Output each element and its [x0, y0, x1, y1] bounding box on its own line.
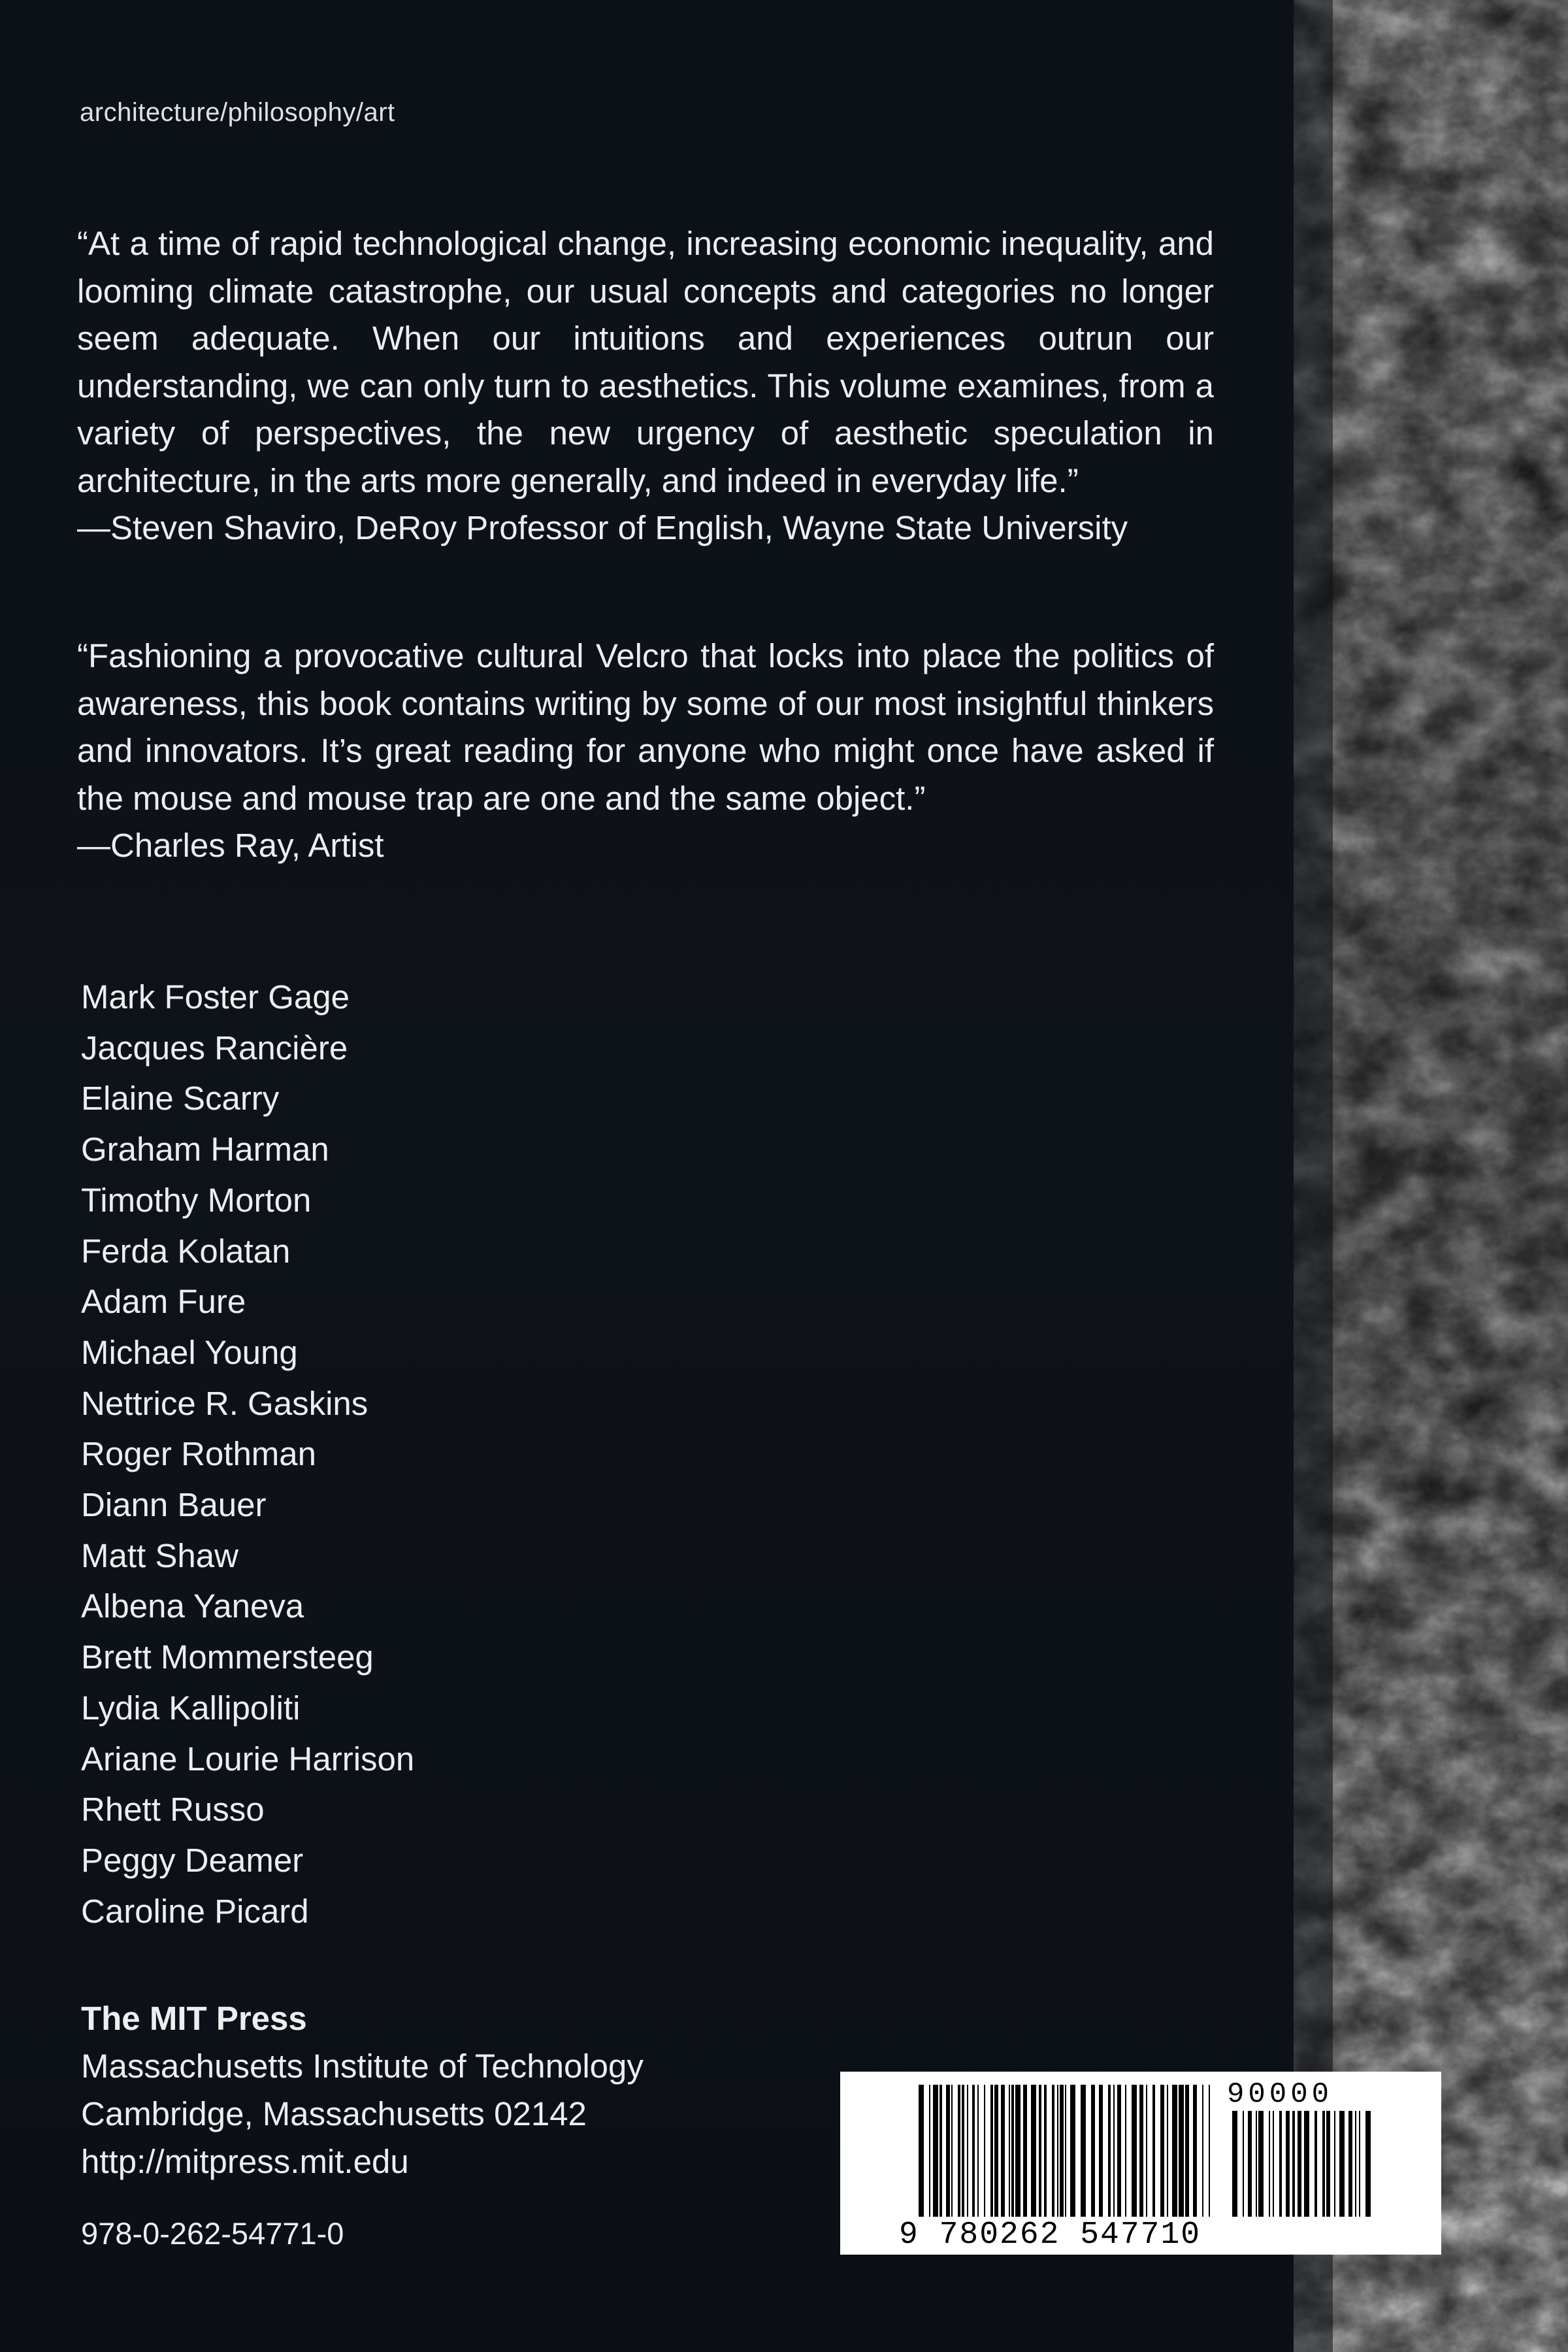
isbn-number: 978-0-262-54771-0 [81, 2216, 344, 2251]
barcode-bar [1160, 2085, 1164, 2217]
barcode-digits: 9 780262 547710 [899, 2217, 1201, 2253]
barcode-bar [1001, 2085, 1005, 2217]
publisher-institution: Massachusetts Institute of Technology [81, 2047, 644, 2085]
contributor-name: Albena Yaneva [81, 1587, 304, 1625]
barcode-bar [1365, 2111, 1371, 2217]
barcode-bar [1081, 2085, 1086, 2217]
publisher-url: http://mitpress.mit.edu [81, 2143, 409, 2180]
barcode-bar [1060, 2085, 1064, 2217]
category-label: architecture/philosophy/art [80, 98, 395, 127]
barcode-bar [994, 2085, 998, 2217]
barcode-bar [1243, 2111, 1244, 2217]
barcode-bar [1279, 2111, 1282, 2217]
publisher-address: Cambridge, Massachusetts 02142 [81, 2095, 587, 2132]
endorsement-quote-1 [77, 220, 1214, 552]
contributor-name: Diann Bauer [81, 1486, 267, 1524]
barcode-bar [1179, 2085, 1184, 2217]
barcode-main-bars [919, 2085, 1210, 2217]
contributor-name: Lydia Kallipoliti [81, 1689, 301, 1727]
barcode-bar [1326, 2111, 1330, 2217]
barcode-bar [1015, 2085, 1021, 2217]
contributor-name: Rhett Russo [81, 1791, 265, 1829]
barcode-bar [1117, 2085, 1121, 2217]
barcode-bar [1011, 2085, 1014, 2217]
contributors-list [81, 972, 414, 1936]
barcode-bar [972, 2085, 975, 2217]
barcode-bar [1232, 2111, 1237, 2217]
barcode-bar [1113, 2085, 1115, 2217]
contributor-name: Ariane Lourie Harrison [81, 1740, 415, 1778]
barcode-bar [1009, 2085, 1010, 2217]
barcode-bar [946, 2085, 950, 2217]
barcode-bar [1108, 2085, 1111, 2217]
barcode-bar [977, 2085, 979, 2217]
contributor-name: Jacques Rancière [81, 1029, 348, 1067]
barcode-bar [967, 2085, 968, 2217]
barcode-bar [919, 2085, 924, 2217]
quote-text: “At a time of rapid technological change, increasing economic inequality, and looming climate catastrophe, our usual concepts and categories no longer seem adequate. When our intuitions and experiences outrun our understanding, we can only turn to aesthetics. This volume examines, from a variety of perspectives, the new urgency of aesthetic speculation in architecture, in the arts more generally, and indeed in everyday life.” [77, 225, 1214, 499]
contributor-name: Adam Fure [81, 1283, 246, 1321]
barcode-bar [1304, 2111, 1309, 2217]
cover-photo-smoke-clouds [1294, 0, 1568, 2352]
contributor-name: Ferda Kolatan [81, 1232, 291, 1270]
barcode-bar [1185, 2085, 1189, 2217]
endorsement-quote-2 [77, 633, 1214, 870]
contributor-name: Elaine Scarry [81, 1080, 280, 1118]
publisher-block [81, 1995, 644, 2185]
barcode-bar [1152, 2085, 1155, 2217]
barcode-bar [1099, 2085, 1103, 2217]
barcode-bar [1172, 2085, 1177, 2217]
contributor-name: Timothy Morton [81, 1181, 312, 1219]
barcode-bar [1039, 2085, 1041, 2217]
barcode-addon-bars [1232, 2111, 1371, 2217]
barcode-bar [1339, 2111, 1345, 2217]
contributor-name: Nettrice R. Gaskins [81, 1384, 368, 1422]
barcode-bar [1334, 2111, 1335, 2217]
barcode-bar [1167, 2085, 1168, 2217]
contributor-name: Brett Mommersteeg [81, 1638, 374, 1676]
barcode-bar [1258, 2111, 1264, 2217]
barcode-bar [1139, 2085, 1143, 2217]
barcode-bar [984, 2085, 985, 2217]
barcode-bar [1044, 2085, 1047, 2217]
contributor-name: Graham Harman [81, 1131, 329, 1168]
barcode-bar [1125, 2085, 1126, 2217]
barcode-bar [1146, 2085, 1147, 2217]
barcode-bar [1248, 2111, 1252, 2217]
barcode-bar [1065, 2085, 1066, 2217]
contributor-name: Caroline Picard [81, 1892, 309, 1930]
contributor-name: Mark Foster Gage [81, 978, 350, 1016]
barcode-addon-digits: 90000 [1227, 2078, 1333, 2111]
contributor-name: Roger Rothman [81, 1435, 317, 1473]
contributor-name: Matt Shaw [81, 1536, 238, 1574]
barcode-bar [1359, 2111, 1360, 2217]
barcode-bar [1286, 2111, 1290, 2217]
barcode-bar [958, 2085, 960, 2217]
contributor-name: Michael Young [81, 1333, 298, 1371]
contributor-name: Peggy Deamer [81, 1841, 304, 1879]
barcode-bar [1209, 2085, 1210, 2217]
barcode-bar [1091, 2085, 1095, 2217]
barcode-bar [1202, 2085, 1203, 2217]
quote-text: “Fashioning a provocative cultural Velcro that locks into place the politics of awareness, this book contains writing by some of our most insightful thinkers and innovators. It’s great reading for anyone who might once have asked if the mouse and mouse trap are one and the same object.” [77, 637, 1214, 817]
barcode-bar [1256, 2111, 1257, 2217]
isbn-barcode [840, 2072, 1441, 2255]
barcode-bar [1023, 2085, 1027, 2217]
barcode-bar [1298, 2111, 1301, 2217]
barcode-bar [933, 2085, 938, 2217]
barcode-bar [951, 2085, 953, 2217]
publisher-name: The MIT Press [81, 2000, 307, 2037]
barcode-bar [1070, 2085, 1075, 2217]
barcode-bar [1031, 2085, 1036, 2217]
barcode-bar [1292, 2111, 1295, 2217]
barcode-bar [1132, 2085, 1137, 2217]
quote-attribution: —Charles Ray, Artist [77, 827, 384, 864]
barcode-bar [1348, 2111, 1352, 2217]
barcode-bar [1052, 2085, 1054, 2217]
barcode-bar [1269, 2111, 1270, 2217]
barcode-bar [1315, 2111, 1317, 2217]
barcode-bar [990, 2085, 993, 2217]
barcode-bar [1322, 2111, 1325, 2217]
barcode-bar [1057, 2085, 1058, 2217]
barcode-bar [962, 2085, 964, 2217]
barcode-bar [929, 2085, 930, 2217]
barcode-bar [1273, 2111, 1274, 2217]
barcode-bar [939, 2085, 942, 2217]
barcode-bar [1355, 2111, 1356, 2217]
barcode-bar [1193, 2085, 1197, 2217]
quote-attribution: —Steven Shaviro, DeRoy Professor of English, Wayne State University [77, 509, 1128, 546]
